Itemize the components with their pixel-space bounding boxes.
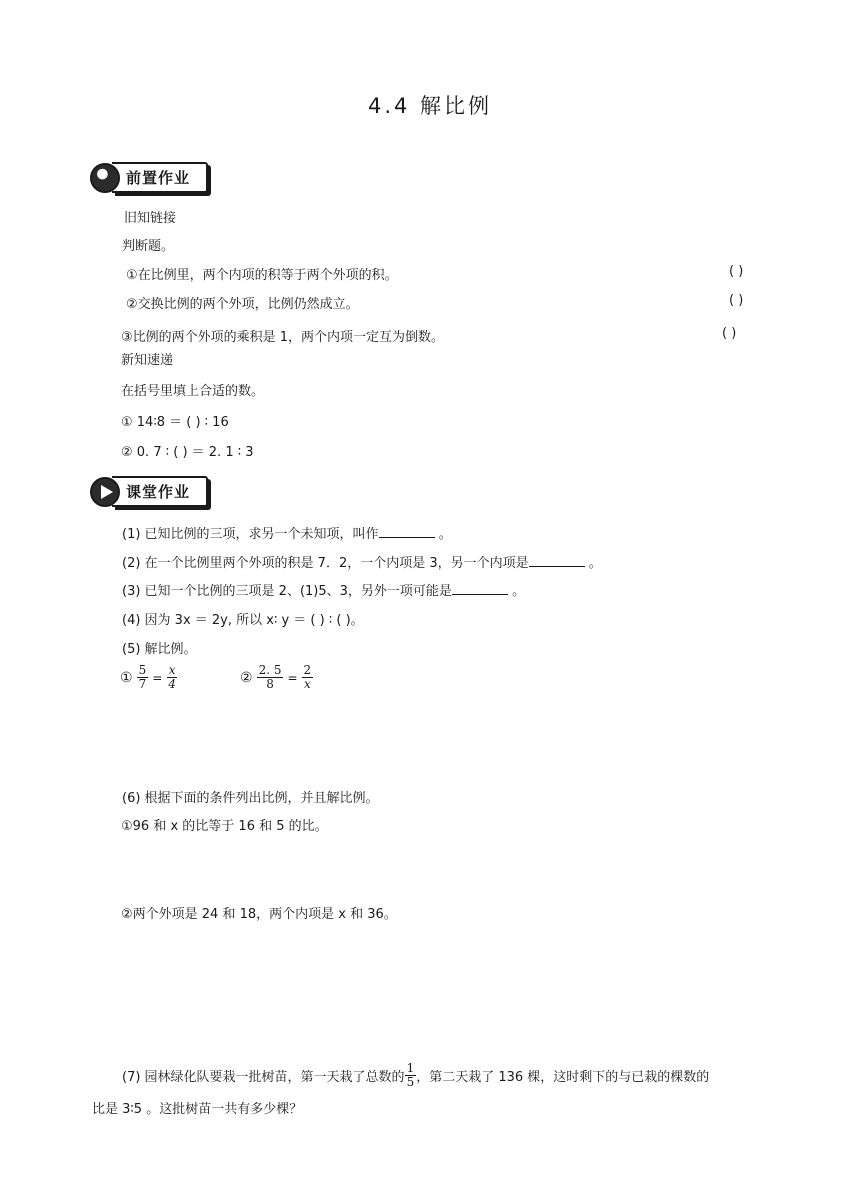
fraction: [302, 664, 314, 691]
page-title: 4.4 解比例: [367, 94, 493, 118]
equation-label: ①: [120, 669, 133, 686]
section-badge-icon: [90, 163, 120, 193]
answer-paren-3: ( ): [722, 326, 737, 341]
numerator: x: [168, 663, 176, 677]
question-7-line-1: [122, 1062, 709, 1089]
question-2-end: 。: [588, 556, 602, 571]
answer-blank: [529, 554, 585, 567]
subheading-old-knowledge: 旧知链接: [124, 211, 177, 226]
answer-blank: [379, 525, 435, 538]
section-banner-classwork: [90, 476, 208, 507]
question-6b: ②两个外项是 24 和 18，两个内项是 x 和 36。: [121, 907, 397, 922]
equals-sign: =: [287, 670, 298, 685]
question-1-text: (1) 已知比例的三项，求另一个未知项，叫作: [122, 527, 379, 542]
numerator: 2. 5: [258, 663, 282, 677]
question-6a: ①96 和 x 的比等于 16 和 5 的比。: [121, 819, 328, 834]
fraction: [166, 664, 178, 691]
section-banner-label: 课堂作业: [112, 476, 208, 507]
subheading-new-knowledge: 新知速递: [121, 353, 174, 368]
denominator: 8: [266, 677, 274, 692]
play-icon: [90, 477, 120, 507]
denominator: 5: [406, 1075, 415, 1090]
section-banner-label: 前置作业: [112, 162, 208, 193]
question-7-text-continued: ，第二天栽了 136 棵，这时剩下的与已栽的棵数的: [416, 1070, 710, 1086]
numerator: 2: [303, 663, 312, 677]
numerator: 5: [138, 663, 147, 677]
judge-item-1: ①在比例里，两个内项的积等于两个外项的积。: [126, 268, 398, 283]
fraction: [257, 664, 284, 691]
fraction: [405, 1062, 417, 1089]
denominator: 7: [138, 677, 147, 692]
question-7-line-2: 比是 3∶5 。这批树苗一共有多少棵？: [92, 1102, 303, 1117]
fill-item-1: ① 14∶8 ＝ ( ) ∶ 16: [121, 415, 229, 430]
judge-item-3: ③比例的两个外项的乘积是 1，两个内项一定互为倒数。: [121, 330, 445, 345]
question-1-end: 。: [438, 527, 452, 542]
question-1: [122, 523, 452, 542]
equation-label: ②: [240, 669, 253, 686]
equation-2: [240, 664, 313, 691]
question-3-end: 。: [512, 584, 526, 599]
judge-title: 判断题。: [122, 239, 175, 254]
denominator: x: [303, 677, 311, 692]
question-4: (4) 因为 3x ＝ 2y, 所以 x∶ y ＝ ( ) ∶ ( )。: [122, 613, 364, 628]
question-6: (6) 根据下面的条件列出比例，并且解比例。: [122, 791, 379, 806]
fraction: [137, 664, 149, 691]
answer-paren-1: ( ): [729, 264, 744, 279]
answer-paren-2: ( ): [729, 293, 744, 308]
equation-1: [120, 664, 178, 691]
denominator: 4: [168, 677, 176, 692]
question-5: (5) 解比例。: [122, 642, 197, 657]
question-2-text: (2) 在一个比例里两个外项的积是 7．2，一个内项是 3，另一个内项是: [122, 556, 529, 571]
question-7-text: (7) 园林绿化队要栽一批树苗，第一天栽了总数的: [122, 1070, 405, 1086]
judge-item-2: ②交换比例的两个外项，比例仍然成立。: [126, 297, 359, 312]
question-3-text: (3) 已知一个比例的三项是 2、(1)5、3，另外一项可能是: [122, 584, 452, 599]
equals-sign: =: [152, 670, 163, 685]
numerator: 1: [406, 1061, 415, 1075]
section-banner-preview: [90, 162, 208, 193]
fill-title: 在括号里填上合适的数。: [121, 384, 265, 399]
answer-blank: [452, 582, 508, 595]
fill-item-2: ② 0. 7 ∶ ( ) ＝ 2. 1 ∶ 3: [121, 445, 254, 460]
question-2: [122, 552, 602, 571]
question-3: [122, 580, 525, 599]
